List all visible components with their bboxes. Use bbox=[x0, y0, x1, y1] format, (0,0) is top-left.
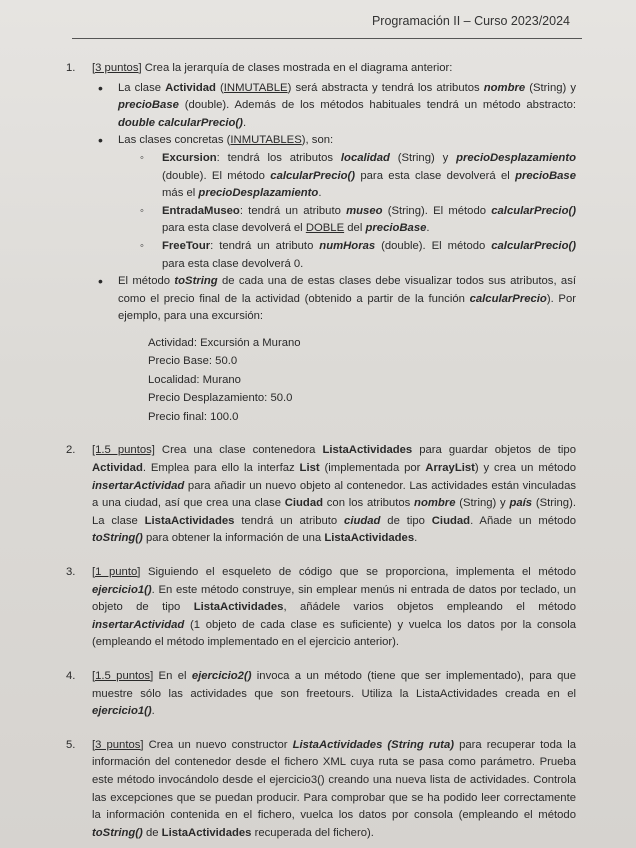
text: (String). La clase bbox=[92, 497, 576, 527]
example-line: Localidad: Murano bbox=[148, 373, 241, 386]
question-points: [1.5 puntos] bbox=[92, 669, 154, 682]
text: para esta clase devolverá el bbox=[162, 222, 306, 235]
example-output bbox=[148, 334, 576, 427]
text: para recuperar toda la información del contenedor desde el fichero XML cuya ruta se pasa como parámetro. Prueba este método invocándolo desde el ejercicio3() creando una nueva lista de actividades. Controla las excepciones que se puedan producir. Para comprobar que se ha podido leer correctamente la información contenida en el fichero, vuelca los datos por consola (empleando el método bbox=[92, 738, 576, 822]
question-points: [3 puntos] bbox=[92, 62, 142, 74]
text: . bbox=[426, 222, 430, 235]
keyword: INMUTABLE bbox=[223, 81, 288, 94]
text: . Emplea para ello la interfaz bbox=[142, 462, 300, 474]
text: ) y crea un método bbox=[474, 462, 577, 474]
text: : tendrá un atributo bbox=[239, 204, 347, 217]
text: Siguiendo el esqueleto de código que se proporciona, implementa el método bbox=[140, 565, 576, 578]
text: ). Por ejemplo, para una excursión: bbox=[118, 292, 577, 323]
question-number: 3. bbox=[66, 565, 76, 578]
exam-content bbox=[66, 60, 576, 842]
text: para obtener la información de una bbox=[142, 532, 325, 545]
attribute: país bbox=[509, 497, 533, 510]
attribute: precioDesplazamiento bbox=[456, 151, 576, 164]
text: (String). El método bbox=[382, 204, 492, 217]
text: para esta clase devolverá el bbox=[355, 169, 516, 182]
question-text: Crea la jerarquía de clases mostrada en el diagrama anterior: bbox=[141, 62, 453, 74]
sub-item-entradamuseo bbox=[162, 203, 576, 238]
method-name: toString() bbox=[92, 532, 143, 545]
text: . bbox=[151, 705, 155, 718]
example-line: Precio Base: 50.0 bbox=[148, 355, 238, 368]
example-line: Precio final: 100.0 bbox=[148, 410, 239, 423]
text: para guardar objetos de tipo bbox=[412, 444, 576, 457]
class-name: ListaActividades bbox=[161, 826, 252, 839]
question-number: 1. bbox=[66, 62, 76, 74]
question-5 bbox=[66, 737, 576, 843]
header-rule bbox=[72, 38, 582, 39]
text: Crea un nuevo constructor bbox=[143, 738, 293, 751]
sub-item-freetour bbox=[162, 238, 576, 273]
question-number: 2. bbox=[66, 444, 76, 457]
sub-item-excursion bbox=[162, 150, 576, 203]
text: , añádele varios objetos empleando el método bbox=[283, 601, 576, 614]
class-name: ListaActividades bbox=[144, 514, 235, 527]
method-name: insertarActividad bbox=[92, 479, 185, 492]
attribute: nombre bbox=[414, 497, 456, 510]
text: (String) y bbox=[389, 151, 457, 164]
attribute: localidad bbox=[340, 151, 390, 164]
class-name: ArrayList bbox=[425, 462, 475, 474]
text: . Añade un método bbox=[470, 514, 577, 527]
method-name: ejercicio1() bbox=[92, 705, 152, 718]
text: de cada una de estas clases debe visualizar todos sus atributos, así como el precio final de la actividad (obtenido a partir de la función bbox=[118, 275, 576, 305]
class-name: EntradaMuseo bbox=[162, 204, 240, 217]
method-name: calcularPrecio() bbox=[491, 239, 576, 252]
text: para añadir un nuevo objeto al contenedor. Las actividades están vinculadas a una ciudad, así que crea una clase bbox=[92, 479, 576, 510]
example-line: Precio Desplazamiento: 50.0 bbox=[148, 392, 293, 405]
question-1 bbox=[66, 60, 576, 426]
text: Las clases concretas ( bbox=[118, 134, 231, 147]
bullet-actividad bbox=[118, 80, 576, 133]
class-name: Ciudad bbox=[431, 514, 471, 527]
text: ), son: bbox=[301, 134, 334, 147]
text: de tipo bbox=[380, 514, 432, 527]
sub-list bbox=[118, 150, 576, 273]
class-name: List bbox=[299, 462, 320, 474]
method-name: ListaActividades (String ruta) bbox=[292, 738, 454, 751]
question-number: 5. bbox=[66, 738, 76, 751]
class-name: ListaActividades bbox=[324, 532, 415, 545]
method-name: ejercicio2() bbox=[191, 669, 252, 682]
method-name: toString() bbox=[92, 826, 143, 839]
attribute: precioDesplazamiento bbox=[198, 187, 319, 200]
method-name: calcularPrecio() bbox=[491, 204, 576, 217]
question-2 bbox=[66, 442, 576, 548]
text: del bbox=[344, 222, 366, 235]
text: de bbox=[142, 826, 162, 839]
text: : tendrá los atributos bbox=[216, 151, 341, 164]
text: (double). El método bbox=[375, 239, 492, 252]
text: . bbox=[318, 187, 322, 200]
example-line: Actividad: Excursión a Murano bbox=[148, 336, 301, 349]
text: El método bbox=[118, 275, 175, 288]
method-name: calcularPrecio() bbox=[270, 169, 356, 182]
method-name: insertarActividad bbox=[92, 618, 185, 631]
attribute: numHoras bbox=[319, 239, 376, 252]
method-name: calcularPrecio bbox=[469, 292, 547, 305]
attribute: precioBase bbox=[515, 169, 576, 182]
class-name: Excursion bbox=[162, 151, 217, 164]
class-name: Actividad bbox=[92, 462, 143, 474]
text: . bbox=[414, 532, 418, 545]
attribute: ciudad bbox=[344, 514, 381, 527]
text: con los atributos bbox=[323, 497, 415, 510]
text: para esta clase devolverá 0. bbox=[162, 257, 304, 270]
text: invoca a un método (tiene que ser implementado), para que muestre sólo las actividades que son freetours. Utiliza la ListaActividades creada en el bbox=[92, 669, 576, 700]
attribute: museo bbox=[346, 204, 383, 217]
text: (String) y bbox=[455, 497, 510, 510]
method-name: ejercicio1() bbox=[92, 583, 152, 596]
text: (implementada por bbox=[319, 462, 426, 474]
method-name: double calcularPrecio() bbox=[118, 116, 243, 129]
bullet-concretas bbox=[118, 132, 576, 273]
question-3 bbox=[66, 564, 576, 652]
class-name: Ciudad bbox=[284, 497, 324, 510]
bullet-list bbox=[92, 80, 576, 326]
question-points: [3 puntos] bbox=[92, 738, 144, 751]
attribute: precioBase bbox=[365, 222, 427, 235]
class-name: Actividad bbox=[165, 81, 216, 94]
bullet-tostring bbox=[118, 273, 576, 326]
text: . bbox=[242, 116, 247, 129]
text: La clase bbox=[118, 81, 166, 94]
attribute: nombre bbox=[483, 81, 526, 94]
class-name: ListaActividades bbox=[193, 601, 284, 614]
text: (double). Además de los métodos habituales tendrá un método abstracto: bbox=[178, 99, 576, 112]
text: más el bbox=[162, 187, 199, 200]
text: recuperada del fichero). bbox=[251, 826, 374, 839]
method-name: toString bbox=[174, 275, 218, 288]
text: (1 objeto de cada clase es suficiente) y vuelca los datos por la consola (empleando el método implementado en el ejercicio anterior). bbox=[92, 618, 576, 649]
question-4 bbox=[66, 668, 576, 721]
question-points: [1.5 puntos] bbox=[92, 444, 155, 457]
text: : tendrá un atributo bbox=[210, 239, 320, 252]
class-name: ListaActividades bbox=[322, 444, 413, 457]
keyword: INMUTABLES bbox=[230, 134, 302, 147]
course-header: Programación II – Curso 2023/2024 bbox=[371, 14, 570, 28]
attribute: precioBase bbox=[118, 99, 179, 112]
text: En el bbox=[153, 669, 192, 682]
question-number: 4. bbox=[66, 669, 76, 682]
text: tendrá un atributo bbox=[234, 514, 345, 527]
class-name: FreeTour bbox=[162, 239, 211, 252]
text: Crea una clase contenedora bbox=[154, 444, 323, 457]
text: ( bbox=[215, 81, 224, 94]
text: ) será abstracta y tendrá los atributos bbox=[287, 81, 484, 94]
question-points: [1 punto] bbox=[92, 565, 141, 578]
text: . En este método construye, sin emplear menús ni entrada de datos por teclado, un objeto de tipo bbox=[92, 583, 576, 614]
keyword: DOBLE bbox=[305, 222, 345, 235]
text: (String) y bbox=[525, 81, 576, 94]
text: (double). El método bbox=[162, 169, 271, 182]
